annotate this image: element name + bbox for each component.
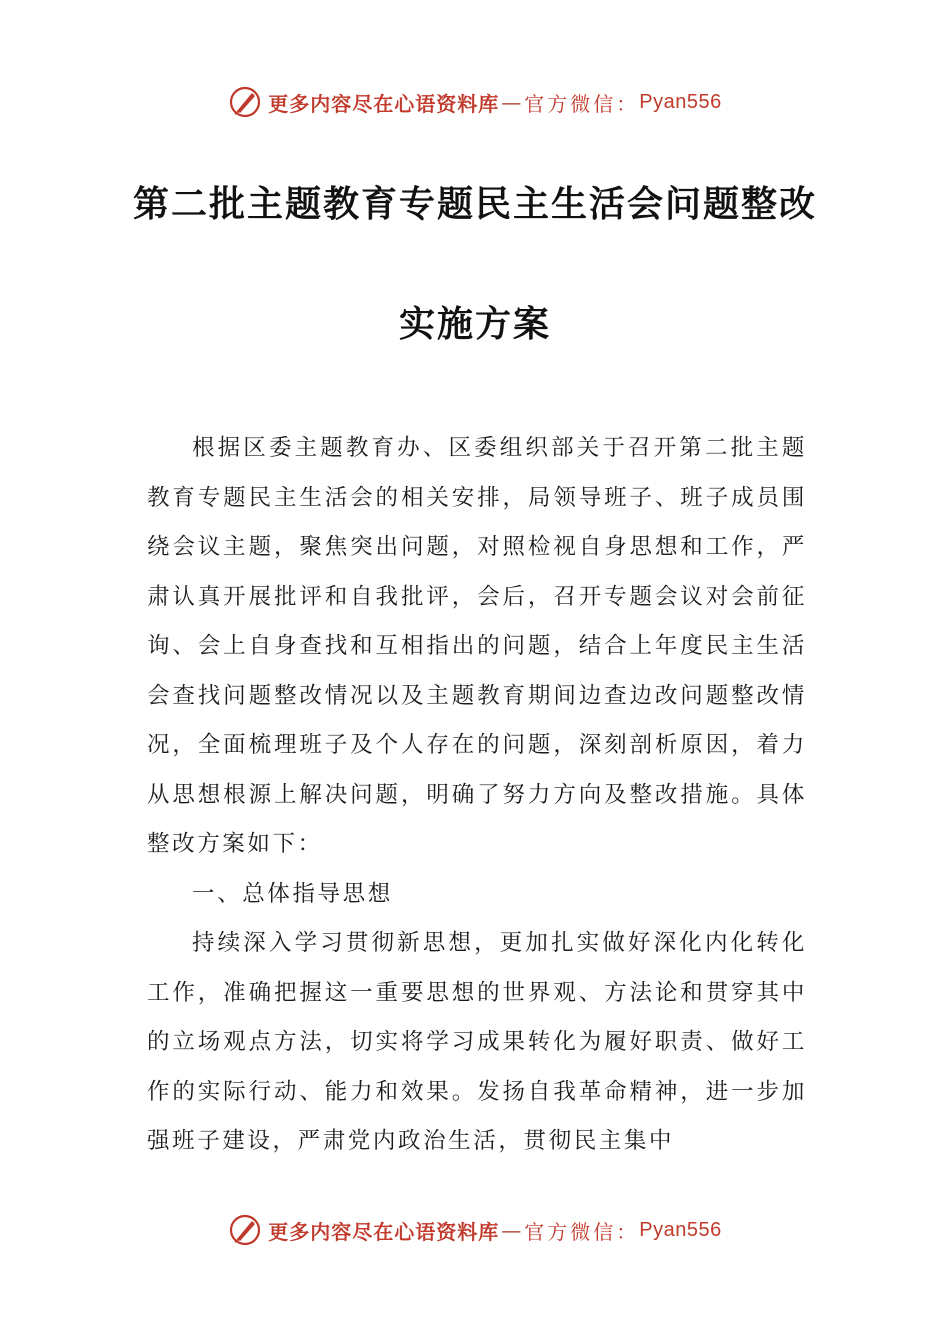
watermark-main-text: 更多内容尽在心语资料库 (268, 91, 500, 116)
document-title-line2: 实施方案 (398, 303, 551, 345)
watermark-wechat-id: Pyan556 (639, 90, 722, 113)
quill-logo-icon (228, 85, 262, 119)
watermark-banner-bottom (0, 1210, 950, 1250)
quill-logo-icon (228, 1213, 262, 1247)
document-body (147, 424, 807, 1167)
watermark-separator: — (501, 1218, 523, 1242)
document-title-line1: 第二批主题教育专题民主生活会问题整改 (132, 183, 817, 225)
watermark-wechat-id: Pyan556 (639, 1218, 722, 1241)
intro-paragraph: 根据区委主题教育办、区委组织部关于召开第二批主题教育专题民主生活会的相关安排，局领导班子、班子成员围绕会议主题，聚焦突出问题，对照检视自身思想和工作，严肃认真开展批评和自我批评，会后，召开专题会议对会前征询、会上自身查找和互相指出的问题，结合上年度民主生活会查找问题整改情况以及主题教育期间边查边改问题整改情况，全面梳理班子及个人存在的问题，深刻剖析原因，着力从思想根源上解决问题，明确了努力方向及整改措施。具体整改方案如下： (147, 435, 807, 857)
watermark-label: 官方微信： (524, 91, 640, 116)
watermark-banner-top (0, 82, 950, 122)
watermark-label: 官方微信： (524, 1219, 640, 1244)
watermark-main-text: 更多内容尽在心语资料库 (268, 1219, 500, 1244)
section1-heading: 一、总体指导思想 (192, 880, 393, 907)
watermark-separator: — (501, 90, 523, 114)
section1-paragraph: 持续深入学习贯彻新思想，更加扎实做好深化内化转化工作，准确把握这一重要思想的世界观、方法论和贯穿其中的立场观点方法，切实将学习成果转化为履好职责、做好工作的实际行动、能力和效果。发扬自我革命精神，进一步加强班子建设，严肃党内政治生活，贯彻民主集中 (147, 930, 807, 1154)
